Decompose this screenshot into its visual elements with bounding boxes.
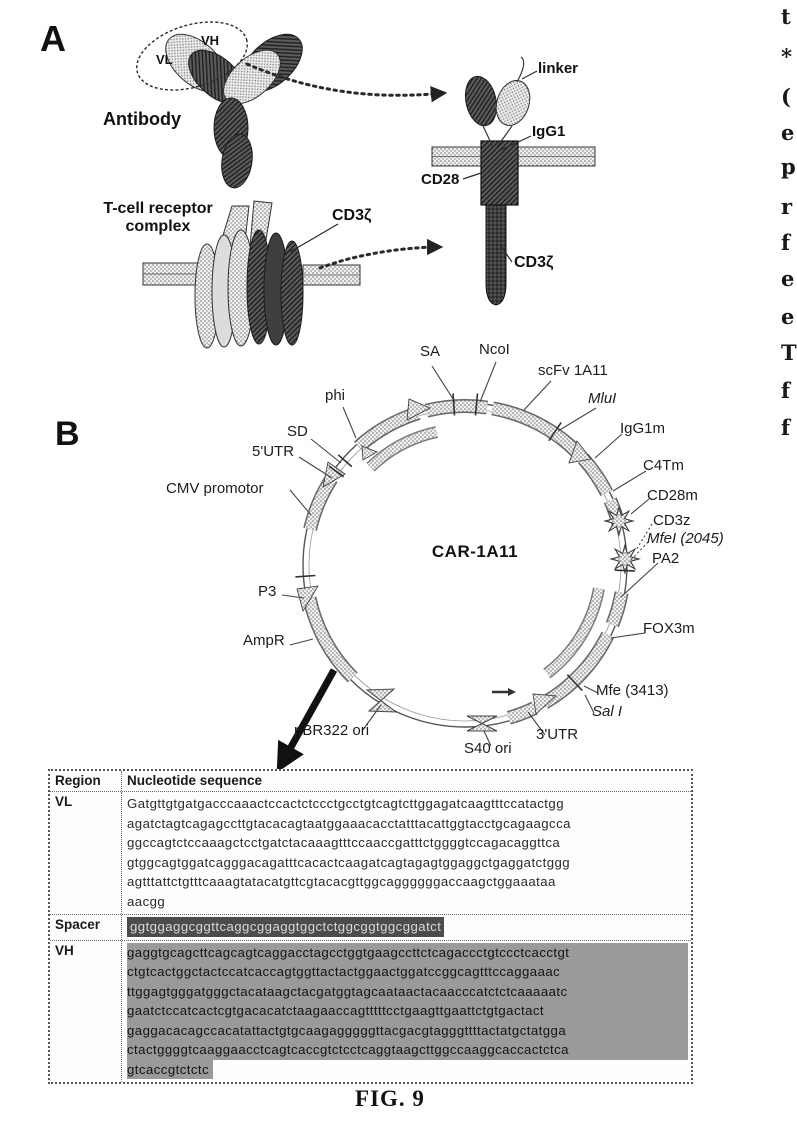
sequence-cell-vl <box>122 792 691 914</box>
clipped-text-fragment: e <box>781 120 795 145</box>
tcr-label-line1: T-cell receptor <box>103 200 213 217</box>
map-label-ncoi: NcoI <box>479 341 510 358</box>
antibody-label: Antibody <box>103 109 181 129</box>
sequence-line: agatctagtcagagccttgtacacagtaatggaaacacctatttacattggtacctgcagaagcca <box>127 815 571 831</box>
clipped-text-fragment: e <box>781 304 795 329</box>
clipped-text-fragment: * <box>781 44 792 69</box>
map-label-igg1m: IgG1m <box>620 420 666 437</box>
map-label-c4tm: C4Tm <box>643 457 684 474</box>
sequence-line-highlighted: gtcaccgtctctc <box>127 1060 213 1080</box>
sequence-table <box>48 769 693 1084</box>
table-row-vh <box>50 940 691 1083</box>
sequence-line: aacgg <box>127 893 166 909</box>
sequence-line-highlighted-dark: ggtggaggcggttcaggcggaggtggctctggcggtggcggatct <box>127 917 444 937</box>
map-label-cd3z: CD3z <box>653 512 691 529</box>
table-row-vl <box>50 791 691 914</box>
map-label-sa: SA <box>420 343 441 360</box>
sequence-line-highlighted: ttggagtgggatgggctacataagctacgatggtagcaataactacaacccatctctcaaaaatc <box>127 982 688 1002</box>
map-label-3utr: 3'UTR <box>536 726 579 743</box>
map-label-5utr: 5'UTR <box>252 443 295 460</box>
figure-caption: FIG. 9 <box>355 1086 425 1111</box>
sequence-cell-vh <box>122 941 691 1083</box>
map-label-fox3m: FOX3m <box>643 620 695 637</box>
clipped-text-fragment: e <box>781 266 795 291</box>
map-label-cd28m: CD28m <box>647 487 698 504</box>
cd28-label: CD28 <box>421 171 460 188</box>
sequence-line: Gatgttgtgatgacccaaactccactctccctgcctgtcagtcttggagatcaagtttccatactgg <box>127 796 564 811</box>
header-nucleotide-sequence: Nucleotide sequence <box>127 773 263 788</box>
sequence-line-highlighted: ctactggggtcaaggaacctcagtcaccgtctcctcaggtaagcttggccaaggcaccactctca <box>127 1040 688 1060</box>
clipped-text-fragment: f <box>781 230 791 255</box>
region-cell-vh: VH <box>50 941 122 1083</box>
map-label-sali: Sal I <box>592 703 623 720</box>
sequence-line-highlighted: gaggtgcagcttcagcagtcaggacctagcctggtgaagccttctcagaccctgtccctcacctgt <box>127 943 688 963</box>
panel-a-letter: A <box>40 18 66 59</box>
sequence-line: ggccagtctccaaagctcctgatctacaaagtttccaaccgatttctggggtccagacaggttca <box>127 835 561 850</box>
sequence-line-highlighted: gaatctccatcactcgtgacacatctaagaaccagtttttcctgaagttgaattctgtgactact <box>127 1001 688 1021</box>
map-label-ampr: AmpR <box>243 632 285 649</box>
cd28m-starburst <box>605 507 633 535</box>
map-label-pbr322-ori: pBR322 ori <box>294 722 370 739</box>
clipped-text-fragment: f <box>781 415 791 440</box>
thick-arrow-to-table <box>281 670 334 765</box>
map-label-scfv-1a11: scFv 1A11 <box>538 362 608 379</box>
sequence-cell-spacer <box>122 915 691 940</box>
antibody-drawing <box>128 10 312 190</box>
tcr-label-line2: complex <box>125 218 191 235</box>
clipped-text-fragment: T <box>781 340 797 365</box>
map-label-phi: phi <box>325 387 346 404</box>
vl-label: VL <box>156 52 173 67</box>
sequence-line: gtggcagtggatcagggacagatttcacactcaagatcagtagagtggaggctgaggatctggg <box>127 854 571 870</box>
cd3z-starburst <box>611 545 639 573</box>
map-label-p3: P3 <box>258 583 277 600</box>
panel-b-letter: B <box>55 415 80 453</box>
map-label-mlui: MluI <box>588 390 617 407</box>
header-region: Region <box>50 771 122 791</box>
clipped-text-fragment: r <box>781 194 793 219</box>
linker-label: linker <box>538 60 579 77</box>
map-label-mfei-2045: MfeI (2045) <box>647 530 724 547</box>
map-label-mfe-3413: Mfe (3413) <box>596 682 669 699</box>
clipped-text-fragment: ( <box>781 84 791 109</box>
map-label-cmv-promotor: CMV promotor <box>166 480 264 497</box>
igg1-label: IgG1 <box>532 123 566 140</box>
tcr-complex-label <box>86 200 230 236</box>
clipped-text-fragment: f <box>781 378 791 403</box>
clipped-text-fragment: p <box>781 154 796 179</box>
map-label-sd: SD <box>287 423 308 440</box>
clipped-text-fragment: t <box>781 4 791 29</box>
table-header-row <box>50 771 691 791</box>
map-label-pa2: PA2 <box>652 550 680 567</box>
cd3zeta-right-label: CD3ζ <box>514 254 554 271</box>
region-cell-vl: VL <box>50 792 122 914</box>
plasmid-name: CAR-1A11 <box>431 542 519 561</box>
map-label-s40-ori: S40 ori <box>464 740 512 757</box>
vh-label: VH <box>201 33 220 48</box>
sequence-line-highlighted: gaggacacagccacatattactgtgcaagagggggttacgacgtagggttttactatgctatgga <box>127 1021 688 1041</box>
cd3zeta-left-label: CD3ζ <box>332 207 372 224</box>
region-cell-spacer: Spacer <box>50 915 122 940</box>
table-row-spacer <box>50 914 691 940</box>
sequence-line-highlighted: ctgtcactggctactccatcaccagtggttactactggaactggatccggcagtttccaggaaac <box>127 962 688 982</box>
sequence-line: agtttattctgtttcaaagtatacatgttcgtacacgttggcaggggggaccaagctggaaataa <box>127 874 556 889</box>
